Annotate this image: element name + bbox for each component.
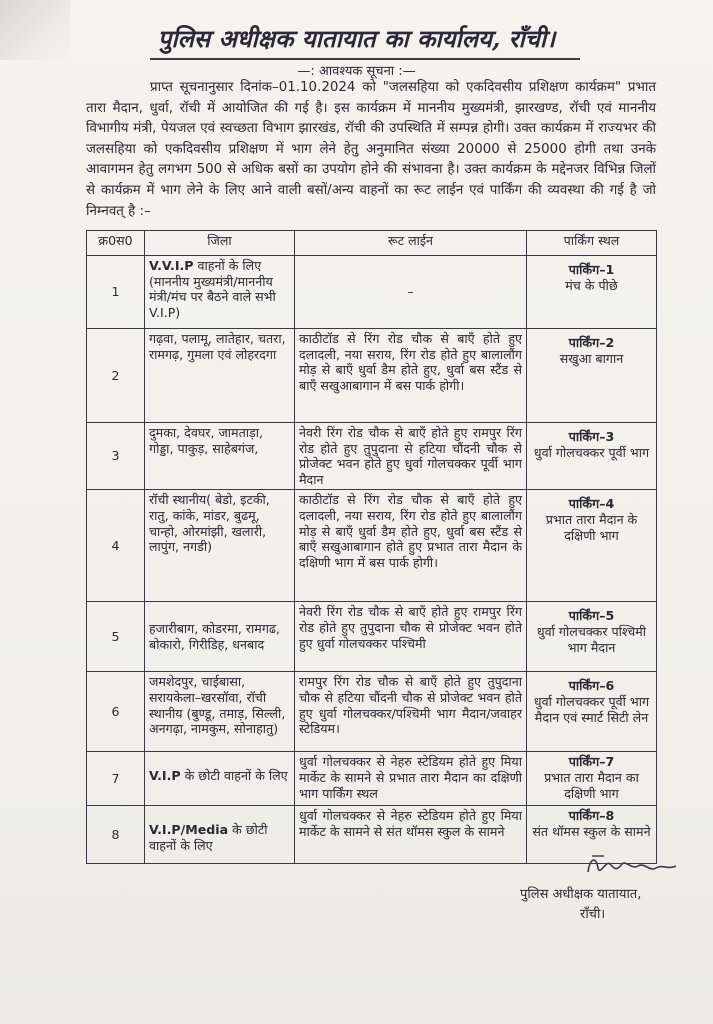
table-row: [87, 490, 657, 602]
row-district: [145, 602, 295, 672]
row-parking: [527, 256, 657, 329]
row-parking: [527, 752, 657, 806]
parking-title: पार्किंग–1: [568, 262, 615, 277]
row-district: [145, 752, 295, 806]
table-row: [87, 256, 657, 329]
row-district: [145, 423, 295, 490]
row-parking: [527, 602, 657, 672]
parking-title: पार्किंग–7: [568, 754, 615, 770]
district-bold: V.V.I.P: [149, 258, 194, 273]
parking-title: पार्किंग–2: [568, 335, 615, 350]
route-parking-table: [86, 230, 657, 864]
row-sn: 7: [87, 752, 145, 806]
header-route: रूट लाईन: [295, 231, 527, 256]
row-route: धुर्वा गोलचक्कर से नेहरु स्टेडियम होते हुए मिया मार्केट के सामने से प्रभात तारा मैदान का दक्षिणी भाग पार्किंग स्थल: [295, 752, 527, 806]
district-text: दुमका, देवघर, जामताड़ा, गोड्डा, पाकुड़, साहेबगंज,: [149, 425, 264, 456]
row-sn: 6: [87, 672, 145, 752]
signatory-designation: पुलिस अधीक्षक यातायात,: [520, 887, 642, 902]
row-parking: [527, 672, 657, 752]
parking-place: सखुआ बागान: [559, 350, 624, 366]
row-district: [145, 490, 295, 602]
district-text: के छोटी वाहनों के लिए: [180, 768, 288, 784]
row-parking: [527, 329, 657, 423]
district-text: गढ़वा, पलामू, लातेहार, चतरा, रामगढ़, गुमला एवं लोहरदगा: [149, 331, 286, 362]
table-row: [87, 672, 657, 752]
district-text: रॉची स्थानीय( बेडो, इटकी, रातु, कांके, मांडर, बुढमू, चान्हो, ओरमांझी, खलारी, लापुंग, नगडी): [149, 492, 270, 555]
parking-place: धुर्वा गोलचक्कर पश्चिमी भाग मैदान: [536, 623, 647, 655]
signature-scribble-icon: [576, 850, 686, 880]
row-parking: [527, 490, 657, 602]
table-row: [87, 329, 657, 423]
notice-heading: —: आवश्यक सूचना :—: [297, 64, 416, 79]
intro-paragraph: प्राप्त सूचनानुसार दिनांक–01.10.2024 को "जलसहिया को एकदिवसीय प्रशिक्षण कार्यक्रम" प्रभात तारा मैदान, धुर्वा, रॉची में आयोजित की गई है। इस कार्यक्रम में माननीय मुख्यमंत्री, झारखण्ड, रॉची एवं माननीय विभागीय मंत्री, पेयजल एवं स्वच्छता विभाग झारखंड, रॉची की उपस्थिति में सम्पन्न होगी। उक्त कार्यक्रम में राज्यभर की जलसहिया को एकदिवसीय प्रशिक्षण में भाग लेने हेतु अनुमानित संख्या 20000 से 25000 होगी तथा उनके आवागमन हेतु लगभग 500 से अधिक बसों का उपयोग होने की संभावना है। उक्त कार्यक्रम के मद्देनजर विभिन्न जिलों से कार्यक्रम में भाग लेने के लिए आने वाली बसों/अन्य वाहनों का रूट लाईन एवं पार्किंग की व्यवस्था की गई है जो निम्नवत् है :–: [86, 80, 656, 219]
row-route: काठीटॉड से रिंग रोड चौक से बाएँ होते हुए दलादली, नया सराय, रिंग रोड होते हुए बालालौंग मोड़ से बाएँ धुर्वा डैम होते हुए, धुर्वा बस स्टैंड से बाएँ सखुआबागान होते हुए प्रभात तारा मैदान के दक्षिणी भाग में बस पार्क होगी।: [295, 490, 527, 602]
row-sn: 3: [87, 423, 145, 490]
row-sn: 1: [87, 256, 145, 329]
parking-place: धुर्वा गोलचक्कर पूर्वी भाग मैदान एवं स्मार्ट सिटी लेन: [533, 693, 650, 725]
row-sn: 2: [87, 329, 145, 423]
row-district: [145, 329, 295, 423]
district-bold: V.I.P: [149, 768, 181, 784]
district-text: वाहनों के लिए (माननीय मुख्यमंत्री/माननीय मंत्री/मंच पर बैठने वाले सभी V.I.P): [149, 258, 276, 320]
district-text: जमशेदपुर, चाईबासा, सरायकेला–खरसॉवा, रॉची स्थानीय (बुण्डू, तमाड़, सिल्ली, अनगढ़ा, नामकुम, सोनाहातु): [149, 674, 286, 737]
table-header-row: [87, 231, 657, 256]
row-district: [145, 672, 295, 752]
district-text: के छोटी वाहनों के लिए: [149, 822, 268, 853]
row-route: नेवरी रिंग रोड चौक से बाएँ होते हुए रामपुर रिंग रोड होते हुए तुपुदाना चौक से प्रोजेक्ट भवन होते हुए धुर्वा गोलचक्कर पश्चिमी: [295, 602, 527, 672]
parking-place: संत थॉमस स्कुल के सामने: [532, 823, 651, 839]
header-parking: पार्किंग स्थल: [527, 231, 657, 256]
row-route: –: [295, 256, 527, 329]
signatory-city: राँची।: [580, 907, 606, 922]
header-sn: क्र0स0: [87, 231, 145, 256]
parking-place: प्रभात तारा मैदान के दक्षिणी भाग: [545, 511, 638, 543]
parking-place: धुर्वा गोलचक्कर पूर्वी भाग: [533, 444, 650, 460]
row-sn: 5: [87, 602, 145, 672]
row-sn: 4: [87, 490, 145, 602]
parking-place: मंच के पीछे: [565, 277, 618, 293]
row-sn: 8: [87, 806, 145, 864]
table-row: [87, 806, 657, 864]
row-route: रामपुर रिंग रोड चौक से बाएँ होते हुए तुपुदाना चौक से हटिया चौंदनी चौक से प्रोजेक्ट भवन होते हुए धुर्वा गोलचक्कर/पश्चिमी भाग मैदान/जवाहर स्टेडियम।: [295, 672, 527, 752]
parking-title: पार्किंग–5: [568, 608, 615, 624]
row-parking: [527, 423, 657, 490]
office-title: पुलिस अधीक्षक यातायात का कार्यालय, राँची।: [157, 24, 556, 53]
header-district: जिला: [145, 231, 295, 256]
row-district: [145, 806, 295, 864]
row-route: काठीटॉड से रिंग रोड चौक से बाएँ होते हुए दलादली, नया सराय, रिंग रोड होते हुए बालालौंग मोड़ से बाएँ धुर्वा डैम होते हुए, धुर्वा बस स्टैंड से बाएँ सखुआबागान में बस पार्क होगी।: [295, 329, 527, 423]
title-underline: [150, 58, 580, 60]
parking-title: पार्किंग–8: [568, 808, 615, 824]
table-row: [87, 752, 657, 806]
table-row: [87, 423, 657, 490]
parking-title: पार्किंग–3: [568, 429, 615, 444]
district-text: हजारीबाग, कोडरमा, रामगढ, बोकारो, गिरीडिह, धनबाद: [149, 621, 281, 652]
parking-title: पार्किंग–4: [568, 496, 615, 512]
parking-title: पार्किंग–6: [568, 678, 615, 694]
parking-place: प्रभात तारा मैदान का दक्षिणी भाग: [544, 769, 639, 801]
district-bold: V.I.P/Media: [149, 822, 229, 838]
row-route: धुर्वा गोलचक्कर से नेहरु स्टेडियम होते हुए मिया मार्केट के सामने से संत थॉमस स्कुल के सामने: [295, 806, 527, 864]
row-district: [145, 256, 295, 329]
table-row: [87, 602, 657, 672]
row-route: नेवरी रिंग रोड चौक से बाएँ होते हुए रामपुर रिंग रोड होते हुए तुपुदाना से हटिया चौंदनी चौक से प्रोजेक्ट भवन होते हुए धुर्वा गोलचक्कर पूर्वी भाग मैदान: [295, 423, 527, 490]
intro-trailing-dash: :–: [135, 203, 151, 219]
